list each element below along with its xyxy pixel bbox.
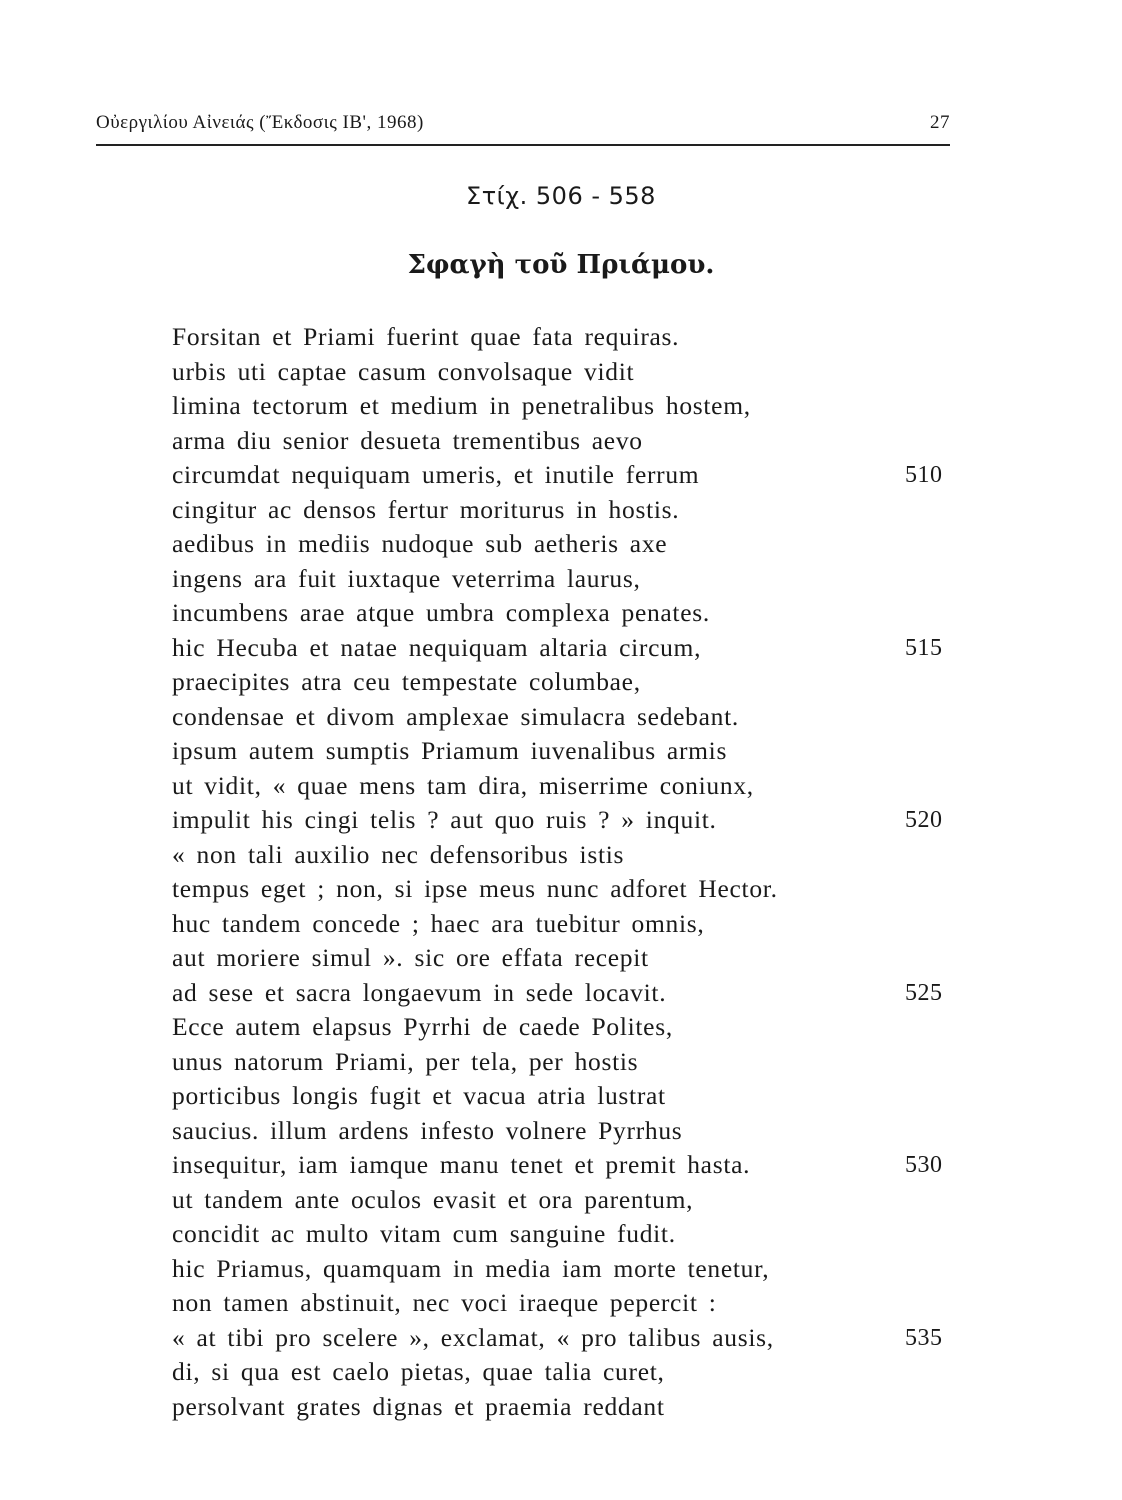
- verse-line-text: hic Priamus, quamquam in media iam morte tenetur,: [172, 1253, 770, 1283]
- verse-line: [172, 941, 962, 976]
- verse-line-text: « at tibi pro scelere », exclamat, « pro talibus ausis,: [172, 1322, 774, 1352]
- header-rule: [96, 144, 950, 146]
- verse-line-text: persolvant grates dignas et praemia reddant: [172, 1391, 665, 1421]
- verse-line-text: non tamen abstinuit, nec voci iraeque pepercit :: [172, 1288, 717, 1317]
- line-number: 525: [905, 979, 943, 1006]
- verse-line-text: aedibus in mediis nudoque sub aetheris axe: [172, 529, 668, 558]
- verse-line: [172, 458, 962, 493]
- verse-line: [172, 1079, 962, 1114]
- verse-line-text: « non tali auxilio nec defensoribus istis: [172, 839, 625, 869]
- verse-line: [172, 1217, 962, 1252]
- verse-line: [172, 493, 962, 528]
- verse-line: [172, 562, 962, 597]
- verse-line: [172, 596, 962, 631]
- verse-line-text: ipsum autem sumptis Priamum iuvenalibus armis: [172, 736, 728, 765]
- section-title: Σφαγὴ τοῦ Πριάμου.: [407, 250, 715, 280]
- verse-line: [172, 734, 962, 769]
- running-title: Οὐεργιλίου Αἰνειάς (Ἔκδοσις ΙΒ', 1968): [96, 112, 424, 133]
- line-number: 515: [905, 634, 943, 661]
- verse-line: [172, 1148, 962, 1183]
- verse-line-text: porticibus longis fugit et vacua atria lustrat: [172, 1081, 666, 1110]
- verse-line-text: ut vidit, « quae mens tam dira, miserrime coniunx,: [172, 770, 754, 800]
- verse-line-text: aut moriere simul ». sic ore effata recepit: [172, 943, 649, 972]
- verse-line-text: Ecce autem elapsus Pyrrhi de caede Polites,: [172, 1012, 673, 1041]
- page-number: 27: [930, 112, 950, 133]
- verse-line: [172, 976, 962, 1011]
- verse-range: Στίχ. 506 - 558: [466, 182, 656, 210]
- verse-line-text: circumdat nequiquam umeris, et inutile ferrum: [172, 460, 700, 489]
- verse-line: [172, 838, 962, 873]
- verse-line: [172, 769, 962, 804]
- verse-line-text: impulit his cingi telis ? aut quo ruis ? » inquit.: [172, 805, 717, 834]
- verse-line: [172, 803, 962, 838]
- verse-line-text: cingitur ac densos fertur moriturus in hostis.: [172, 494, 680, 524]
- verse-line-text: concidit ac multo vitam cum sanguine fudit.: [172, 1219, 676, 1248]
- verse-line-text: huc tandem concede ; haec ara tuebitur omnis,: [172, 908, 705, 938]
- verse-line: [172, 389, 962, 424]
- verse-line: [172, 1114, 962, 1149]
- verse-line: [172, 527, 962, 562]
- verse-line-text: condensae et divom amplexae simulacra sedebant.: [172, 701, 739, 731]
- verse-line-text: limina tectorum et medium in penetralibus hostem,: [172, 391, 751, 420]
- verse-line: [172, 1183, 962, 1218]
- verse-line-text: di, si qua est caelo pietas, quae talia curet,: [172, 1357, 665, 1386]
- verse-line: [172, 1252, 962, 1287]
- verse-line: [172, 1286, 962, 1321]
- verse-line-text: hic Hecuba et natae nequiquam altaria circum,: [172, 632, 702, 662]
- verse-line: [172, 424, 962, 459]
- verse-line: [172, 355, 962, 390]
- verse-line-text: ad sese et sacra longaevum in sede locavit.: [172, 977, 667, 1007]
- verse-line: [172, 907, 962, 942]
- line-number: 520: [905, 807, 943, 833]
- poem-text: [172, 320, 962, 1424]
- line-number: 510: [905, 462, 943, 488]
- verse-line: [172, 631, 962, 666]
- verse-line-text: ingens ara fuit iuxtaque veterrima laurus,: [172, 563, 641, 593]
- verse-line: [172, 665, 962, 700]
- verse-line-text: saucius. illum ardens infesto volnere Pyrrhus: [172, 1115, 683, 1145]
- verse-line-text: arma diu senior desueta trementibus aevo: [172, 425, 643, 455]
- verse-line: [172, 1045, 962, 1080]
- verse-line: [172, 1321, 962, 1356]
- verse-line: [172, 320, 962, 355]
- verse-line: [172, 872, 962, 907]
- verse-line-text: praecipites atra ceu tempestate columbae,: [172, 667, 641, 696]
- verse-line: [172, 1355, 962, 1390]
- line-number: 535: [905, 1324, 943, 1351]
- verse-line-text: insequitur, iam iamque manu tenet et premit hasta.: [172, 1150, 751, 1179]
- verse-line: [172, 1390, 962, 1425]
- verse-line: [172, 700, 962, 735]
- verse-line-text: tempus eget ; non, si ipse meus nunc adforet Hector.: [172, 874, 778, 903]
- line-number: 530: [905, 1152, 943, 1178]
- verse-line-text: unus natorum Priami, per tela, per hostis: [172, 1046, 639, 1076]
- verse-line-text: ut tandem ante oculos evasit et ora parentum,: [172, 1184, 694, 1214]
- verse-line: [172, 1010, 962, 1045]
- running-head: [96, 112, 950, 142]
- verse-line-text: Forsitan et Priami fuerint quae fata requiras.: [172, 322, 680, 351]
- verse-line-text: incumbens arae atque umbra complexa penates.: [172, 598, 710, 627]
- verse-line-text: urbis uti captae casum convolsaque vidit: [172, 356, 635, 386]
